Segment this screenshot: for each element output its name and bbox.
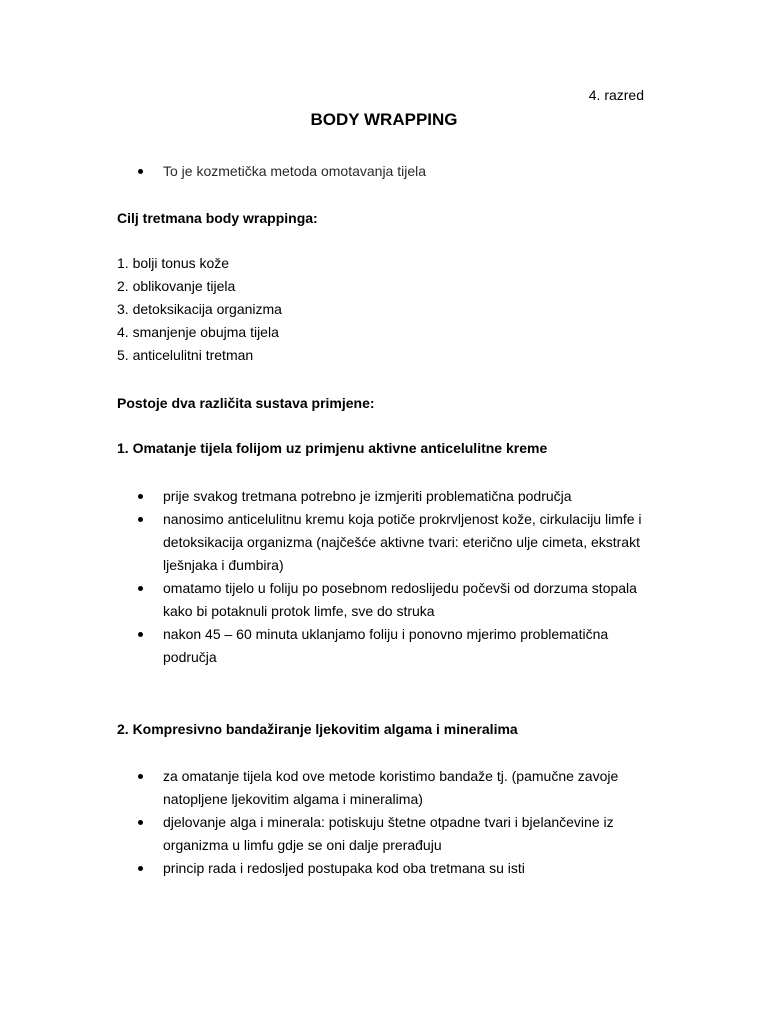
system1-bullet: nakon 45 – 60 minuta uklanjamo foliju i ponovno mjerimo problematična područja (117, 623, 657, 669)
document-title: BODY WRAPPING (310, 110, 458, 129)
system2-list (117, 765, 657, 880)
system2-bullet: za omatanje tijela kod ove metode koristimo bandaže tj. (pamučne zavoje natopljene ljekovitim algama i mineralima) (117, 765, 657, 811)
intro-section (117, 160, 657, 183)
bullet-icon (138, 586, 143, 591)
goal-item: 2. oblikovanje tijela (117, 278, 236, 294)
bullet-icon (138, 774, 143, 779)
system2-bullet: djelovanje alga i minerala: potiskuju štetne otpadne tvari i bjelančevine iz organizma u limfu gdje se oni dalje prerađuju (117, 811, 657, 857)
systems-heading: Postoje dva različita sustava primjene: (117, 395, 375, 411)
system1-list (117, 485, 657, 669)
system2-heading: 2. Kompresivno bandažiranje ljekovitim algama i mineralima (117, 721, 518, 737)
bullet-icon (138, 632, 143, 637)
system1-bullet: nanosimo anticelulitnu kremu koja potiče prokrvljenost kože, cirkulaciju limfe i detoksikacija organizma (najčešće aktivne tvari: eterično ulje cimeta, ekstrakt lješnjaka i đumbira) (117, 508, 657, 577)
bullet-icon (138, 169, 143, 174)
bullet-icon (138, 494, 143, 499)
goal-item: 3. detoksikacija organizma (117, 301, 282, 317)
intro-bullet: To je kozmetička metoda omotavanja tijela (117, 160, 657, 183)
system1-bullet: prije svakog tretmana potrebno je izmjeriti problematična područja (117, 485, 657, 508)
goal-item: 4. smanjenje obujma tijela (117, 324, 279, 340)
system1-heading: 1. Omatanje tijela folijom uz primjenu aktivne anticelulitne kreme (117, 440, 548, 456)
bullet-icon (138, 866, 143, 871)
grade-label: 4. razred (588, 87, 644, 103)
goals-heading: Cilj tretmana body wrappinga: (117, 210, 318, 226)
goals-list (117, 252, 657, 367)
goal-item: 5. anticelulitni tretman (117, 347, 254, 363)
bullet-icon (138, 820, 143, 825)
system2-bullet: princip rada i redosljed postupaka kod oba tretmana su isti (117, 857, 657, 880)
system1-bullet: omatamo tijelo u foliju po posebnom redoslijedu počevši od dorzuma stopala kako bi potaknuli protok limfe, sve do struka (117, 577, 657, 623)
goal-item: 1. bolji tonus kože (117, 255, 230, 271)
bullet-icon (138, 517, 143, 522)
